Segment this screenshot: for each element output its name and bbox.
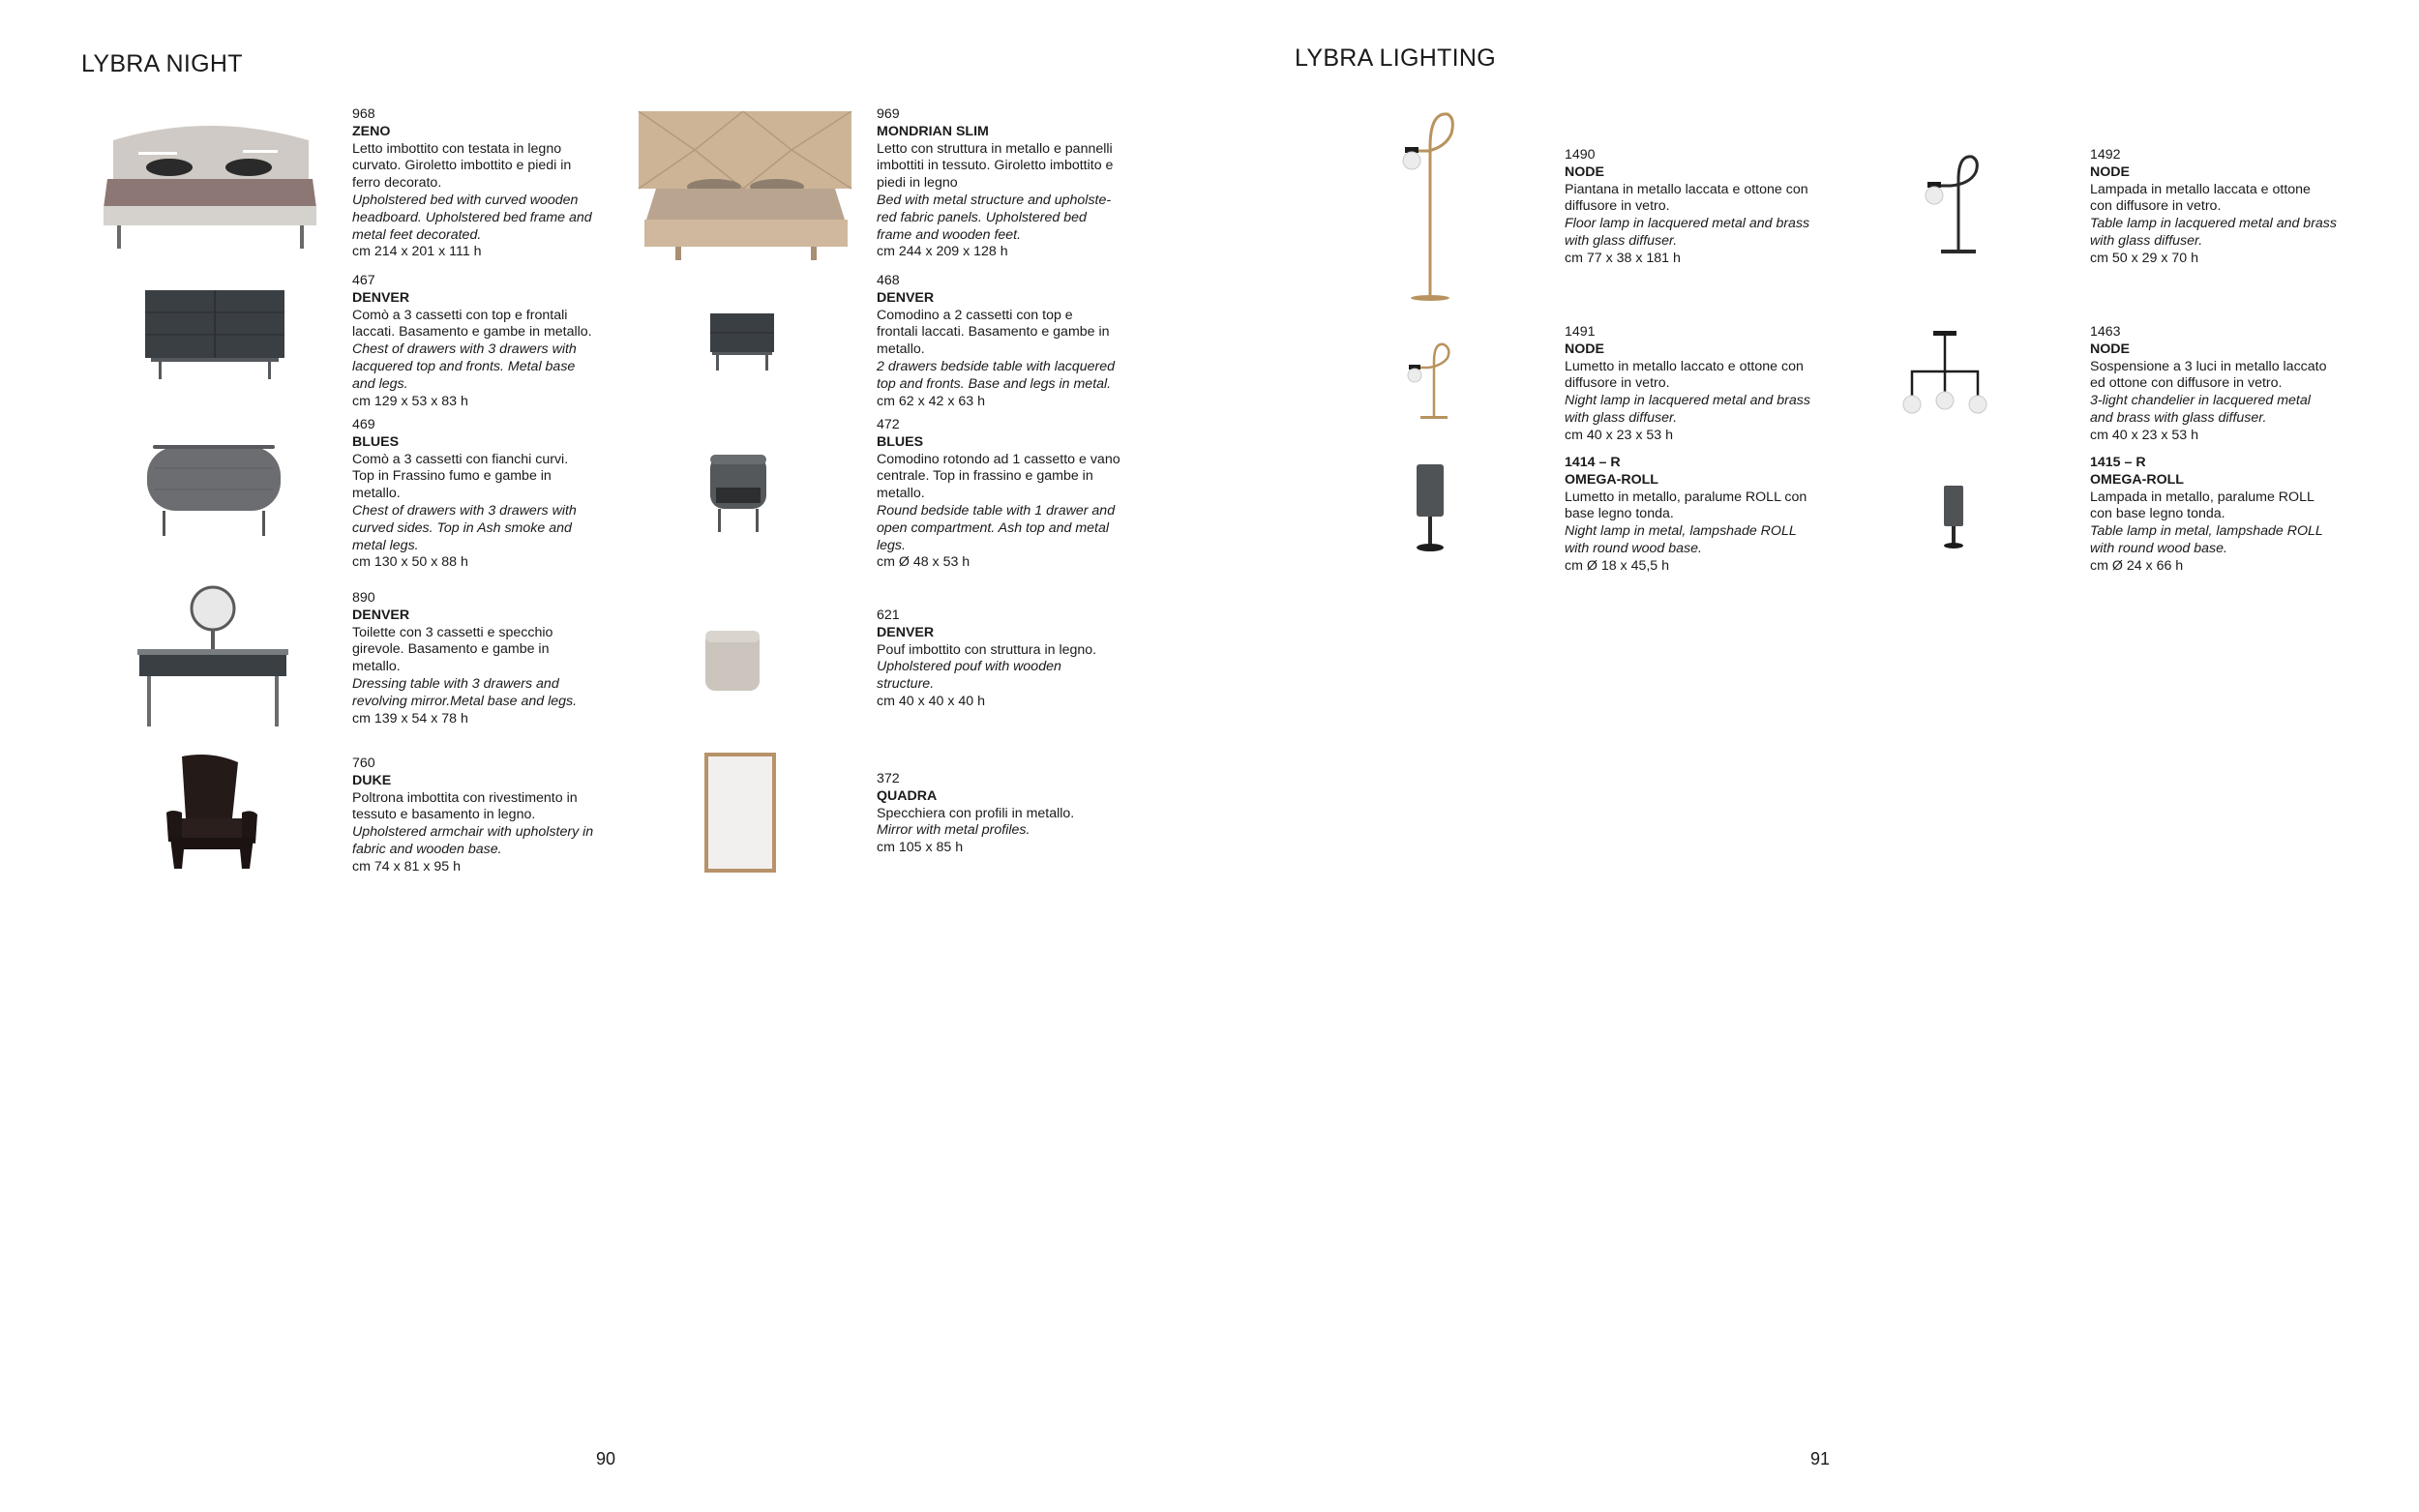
product-name: BLUES	[877, 433, 924, 450]
product-code: 372	[877, 771, 900, 786]
italian-line: Poltrona imbottita con rivestimento in	[352, 789, 578, 806]
product-1415-r-omega-roll	[2090, 455, 2346, 576]
product-760-duke	[352, 756, 609, 876]
english-line: with glass diffuser.	[1565, 232, 1678, 249]
product-code: 760	[352, 756, 375, 771]
product-image-denver-pouf	[702, 627, 763, 695]
product-code: 1414 – R	[1565, 455, 1621, 470]
italian-line: Sospensione a 3 luci in metallo laccato	[2090, 358, 2327, 374]
product-image-omega-roll-night-lamp	[1411, 462, 1449, 555]
product-size: cm 50 x 29 x 70 h	[2090, 250, 2198, 266]
italian-line: metallo.	[352, 659, 401, 675]
product-code: 1463	[2090, 324, 2121, 340]
product-name: DENVER	[877, 289, 935, 306]
section-title-lybra-night: LYBRA NIGHT	[81, 50, 243, 77]
italian-line: laccati. Basamento e gambe in metallo.	[352, 324, 592, 341]
english-line: Night lamp in lacquered metal and brass	[1565, 393, 1810, 409]
english-line: revolving mirror.Metal base and legs.	[352, 693, 578, 709]
italian-line: Specchiera con profili in metallo.	[877, 805, 1075, 821]
italian-line: Comò a 3 cassetti con fianchi curvi.	[352, 451, 569, 467]
product-name: QUADRA	[877, 787, 938, 804]
product-image-blues-round-bedside	[706, 453, 770, 534]
product-name: OMEGA-ROLL	[1565, 471, 1658, 488]
product-size: cm 74 x 81 x 95 h	[352, 858, 461, 875]
italian-line: ed ottone con diffusore in vetro.	[2090, 375, 2283, 392]
product-size: cm 139 x 54 x 78 h	[352, 710, 468, 726]
english-line: and legs.	[352, 375, 408, 392]
product-code: 969	[877, 106, 900, 122]
product-size: cm Ø 48 x 53 h	[877, 554, 971, 571]
italian-line: Comodino a 2 cassetti con top e	[877, 307, 1073, 323]
italian-line: frontali laccati. Basamento e gambe in	[877, 324, 1110, 341]
page-number-left: 90	[596, 1449, 616, 1468]
english-line: Chest of drawers with 3 drawers with	[352, 502, 577, 519]
product-name: OMEGA-ROLL	[2090, 471, 2184, 488]
product-968-zeno	[352, 106, 609, 261]
product-372-quadra	[877, 771, 1133, 857]
product-469-blues	[352, 417, 609, 572]
italian-line: Letto imbottito con testata in legno	[352, 140, 562, 157]
product-size: cm 105 x 85 h	[877, 840, 964, 856]
product-image-duke-armchair	[163, 755, 261, 873]
italian-line: diffusore in vetro.	[1565, 198, 1670, 215]
product-467-denver	[352, 273, 609, 410]
product-size: cm 129 x 53 x 83 h	[352, 393, 468, 409]
product-name: NODE	[1565, 163, 1604, 180]
product-472-blues	[877, 417, 1133, 572]
product-468-denver	[877, 273, 1133, 410]
product-name: DENVER	[352, 289, 410, 306]
product-code: 890	[352, 590, 375, 606]
product-1414-r-omega-roll	[1565, 455, 1821, 576]
product-code: 469	[352, 417, 375, 432]
section-title-lybra-lighting: LYBRA LIGHTING	[1295, 44, 1496, 72]
product-name: BLUES	[352, 433, 400, 450]
english-line: with round wood base.	[1565, 540, 1702, 556]
product-code: 1492	[2090, 147, 2121, 163]
english-line: Round bedside table with 1 drawer and	[877, 502, 1116, 519]
italian-line: con diffusore in vetro.	[2090, 198, 2222, 215]
english-line: Dressing table with 3 drawers and	[352, 675, 559, 692]
product-size: cm Ø 18 x 45,5 h	[1565, 557, 1670, 574]
product-code: 468	[877, 273, 900, 288]
product-969-mondrian-slim	[877, 106, 1133, 261]
english-line: lacquered top and fronts. Metal base	[352, 358, 576, 374]
product-code: 968	[352, 106, 375, 122]
product-name: ZENO	[352, 123, 391, 139]
product-size: cm 130 x 50 x 88 h	[352, 554, 468, 571]
english-line: and brass with glass diffuser.	[2090, 409, 2267, 426]
product-code: 467	[352, 273, 375, 288]
italian-line: Comodino rotondo ad 1 cassetto e vano	[877, 451, 1120, 467]
italian-line: Piantana in metallo laccata e ottone con	[1565, 181, 1808, 197]
italian-line: Lumetto in metallo, paralume ROLL con	[1565, 489, 1807, 505]
product-image-omega-roll-table-lamp	[1940, 484, 1967, 551]
english-line: red fabric panels. Upholstered bed	[877, 209, 1087, 225]
product-image-quadra-mirror	[701, 749, 780, 876]
italian-line: girevole. Basamento e gambe in	[352, 641, 550, 658]
product-code: 472	[877, 417, 900, 432]
english-line: top and fronts. Base and legs in metal.	[877, 375, 1112, 392]
product-890-denver	[352, 590, 609, 727]
product-code: 621	[877, 608, 900, 623]
product-image-node-night-lamp	[1399, 339, 1457, 422]
product-image-node-table-lamp	[1916, 151, 1987, 255]
product-code: 1490	[1565, 147, 1596, 163]
italian-line: con base legno tonda.	[2090, 506, 2225, 522]
english-line: Chest of drawers with 3 drawers with	[352, 341, 577, 358]
product-size: cm 40 x 23 x 53 h	[1565, 427, 1673, 443]
product-image-node-chandelier	[1898, 329, 1991, 422]
english-line: open compartment. Ash top and metal	[877, 519, 1110, 536]
page-number-right: 91	[1810, 1449, 1831, 1468]
italian-line: curvato. Giroletto imbottito e piedi in	[352, 158, 572, 174]
english-line: Table lamp in metal, lampshade ROLL	[2090, 523, 2323, 540]
italian-line: metallo.	[877, 486, 925, 502]
english-line: fabric and wooden base.	[352, 841, 502, 857]
italian-line: Toilette con 3 cassetti e specchio	[352, 624, 553, 640]
english-line: with glass diffuser.	[1565, 409, 1678, 426]
product-image-zeno-bed	[102, 111, 319, 254]
english-line: headboard. Upholstered bed frame and	[352, 209, 592, 225]
product-name: MONDRIAN SLIM	[877, 123, 989, 139]
product-size: cm 40 x 23 x 53 h	[2090, 427, 2198, 443]
product-name: DUKE	[352, 772, 392, 788]
italian-line: imbottiti in tessuto. Giroletto imbottito e	[877, 158, 1114, 174]
product-size: cm 40 x 40 x 40 h	[877, 693, 985, 709]
product-name: NODE	[1565, 341, 1604, 357]
italian-line: metallo.	[877, 341, 925, 358]
english-line: Bed with metal structure and upholste-	[877, 192, 1112, 208]
product-name: DENVER	[877, 624, 935, 640]
english-line: structure.	[877, 676, 935, 693]
english-line: metal legs.	[352, 537, 419, 553]
product-size: cm Ø 24 x 66 h	[2090, 557, 2184, 574]
product-1463-node	[2090, 324, 2346, 445]
product-name: DENVER	[352, 607, 410, 623]
italian-line: Letto con struttura in metallo e pannelli	[877, 140, 1113, 157]
italian-line: Comò a 3 cassetti con top e frontali	[352, 307, 568, 323]
english-line: Night lamp in metal, lampshade ROLL	[1565, 523, 1797, 540]
product-size: cm 244 x 209 x 128 h	[877, 244, 1008, 260]
product-size: cm 214 x 201 x 111 h	[352, 244, 482, 260]
english-line: Upholstered armchair with upholstery in	[352, 824, 594, 841]
english-line: with round wood base.	[2090, 540, 2227, 556]
english-line: Upholstered pouf with wooden	[877, 659, 1061, 675]
product-image-denver-bedside	[708, 311, 776, 371]
product-code: 1491	[1565, 324, 1596, 340]
italian-line: base legno tonda.	[1565, 506, 1674, 522]
product-size: cm 62 x 42 x 63 h	[877, 393, 985, 409]
english-line: with glass diffuser.	[2090, 232, 2203, 249]
product-name: NODE	[2090, 341, 2130, 357]
english-line: Floor lamp in lacquered metal and brass	[1565, 216, 1810, 232]
italian-line: Lumetto in metallo laccato e ottone con	[1565, 358, 1804, 374]
italian-line: ferro decorato.	[352, 175, 442, 192]
product-image-blues-chest	[145, 443, 283, 540]
product-image-node-floor-lamp	[1393, 108, 1461, 302]
italian-line: piedi in legno	[877, 175, 958, 192]
italian-line: Lampada in metallo laccata e ottone	[2090, 181, 2311, 197]
english-line: metal feet decorated.	[352, 226, 482, 243]
english-line: Mirror with metal profiles.	[877, 822, 1030, 839]
product-code: 1415 – R	[2090, 455, 2146, 470]
english-line: 2 drawers bedside table with lacquered	[877, 358, 1116, 374]
italian-line: Lampada in metallo, paralume ROLL	[2090, 489, 2314, 505]
product-1490-node	[1565, 147, 1821, 268]
english-line: frame and wooden feet.	[877, 226, 1022, 243]
italian-line: Top in Frassino fumo e gambe in	[352, 468, 552, 485]
product-image-denver-chest	[143, 288, 286, 381]
italian-line: diffusore in vetro.	[1565, 375, 1670, 392]
product-1491-node	[1565, 324, 1821, 445]
product-name: NODE	[2090, 163, 2130, 180]
italian-line: Pouf imbottito con struttura in legno.	[877, 641, 1097, 658]
product-image-denver-dressing-table	[135, 585, 290, 728]
product-image-mondrian-slim-bed	[637, 111, 854, 264]
italian-line: centrale. Top in frassino e gambe in	[877, 468, 1093, 485]
english-line: curved sides. Top in Ash smoke and	[352, 519, 572, 536]
product-size: cm 77 x 38 x 181 h	[1565, 250, 1681, 266]
english-line: legs.	[877, 537, 906, 553]
italian-line: metallo.	[352, 486, 401, 502]
english-line: Table lamp in lacquered metal and brass	[2090, 216, 2337, 232]
product-621-denver	[877, 608, 1133, 711]
italian-line: tessuto e basamento in legno.	[352, 807, 536, 823]
english-line: 3-light chandelier in lacquered metal	[2090, 393, 2311, 409]
english-line: Upholstered bed with curved wooden	[352, 192, 579, 208]
product-1492-node	[2090, 147, 2346, 268]
